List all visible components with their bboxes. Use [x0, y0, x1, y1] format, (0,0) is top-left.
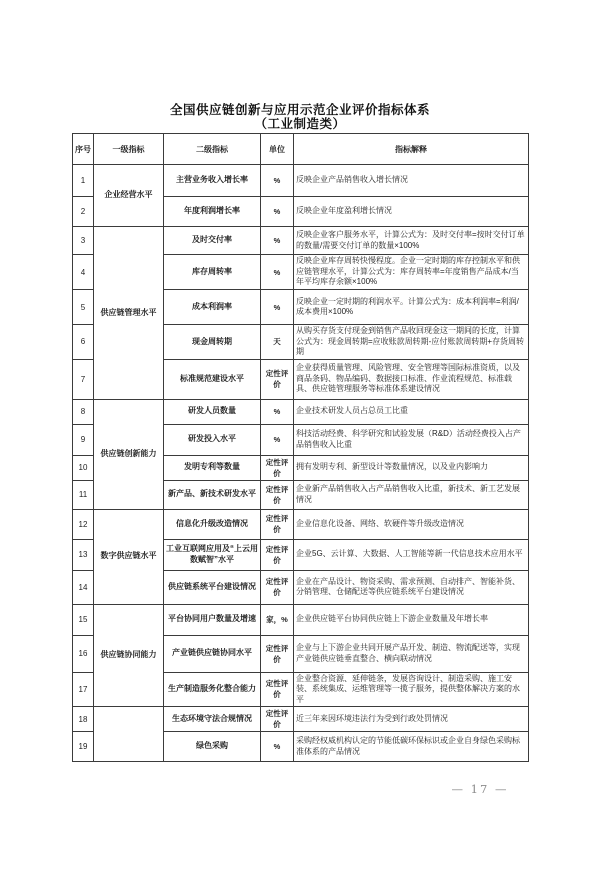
level2-indicator-cell: 标准规范建设水平 — [164, 359, 261, 399]
explanation-cell: 反映企业库存周转快慢程度。企业一定时期的库存控制水平和供应链管理水平，计算公式为：库存周转率=年度销售产品成本/当年平均库存余额×100% — [294, 255, 529, 290]
row-number-cell: 18 — [73, 707, 94, 732]
explanation-cell: 企业供应链平台协同供应链上下游企业数量及年增长率 — [294, 604, 529, 635]
row-number-cell: 6 — [73, 325, 94, 360]
explanation-cell: 企业与上下游企业共同开展产品开发、制造、物流配送等，实现产业链供应链垂直整合、横向联动情况 — [294, 635, 529, 672]
explanation-cell: 企业在产品设计、物资采购、需求预测、自动排产、智能补货、分销管理、仓储配送等供应链系统平台建设情况 — [294, 570, 529, 604]
table-row — [73, 509, 529, 539]
level1-indicator-cell: 数字供应链水平 — [94, 509, 164, 604]
unit-cell: 定性评价 — [261, 455, 294, 480]
level2-indicator-cell: 研发人员数量 — [164, 399, 261, 424]
level2-indicator-cell: 工业互联网应用及“上云用数赋智”水平 — [164, 539, 261, 570]
explanation-cell: 反映企业一定时期的利润水平。计算公式为：成本利润率=利润/成本费用×100% — [294, 290, 529, 325]
row-number-cell: 13 — [73, 539, 94, 570]
table-header-row — [73, 134, 529, 165]
row-number-cell: 14 — [73, 570, 94, 604]
level2-indicator-cell: 生产制造服务化整合能力 — [164, 672, 261, 707]
row-number-cell: 17 — [73, 672, 94, 707]
level2-indicator-cell: 生态环境守法合规情况 — [164, 707, 261, 732]
unit-cell: % — [261, 399, 294, 424]
explanation-cell: 采购经权威机构认定的节能低碳环保标识或企业自身绿色采购标准体系的产品情况 — [294, 732, 529, 762]
unit-cell: % — [261, 255, 294, 290]
unit-cell: 天 — [261, 325, 294, 360]
row-number-cell: 3 — [73, 227, 94, 255]
level2-indicator-cell: 研发投入水平 — [164, 424, 261, 455]
explanation-cell: 科技活动经费、科学研究和试验发展（R&D）活动经费投入占产品销售收入比重 — [294, 424, 529, 455]
unit-cell: 定性评价 — [261, 509, 294, 539]
explanation-cell: 企业获得质量管理、风险管理、安全管理等国际标准资质，以及商品条码、物品编码、数据接口标准、作业流程规范、标准载具、供应链管理服务等标准体系建设情况 — [294, 359, 529, 399]
table-row — [73, 399, 529, 424]
table-row — [73, 165, 529, 197]
level2-indicator-cell: 成本利润率 — [164, 290, 261, 325]
explanation-cell: 近三年来因环境违法行为受到行政处罚情况 — [294, 707, 529, 732]
row-number-cell: 5 — [73, 290, 94, 325]
unit-cell: % — [261, 197, 294, 227]
col-header-no: 序号 — [73, 134, 94, 165]
level2-indicator-cell: 发明专利等数量 — [164, 455, 261, 480]
table-row — [73, 227, 529, 255]
table-row — [73, 707, 529, 732]
level2-indicator-cell: 及时交付率 — [164, 227, 261, 255]
level1-indicator-cell — [94, 707, 164, 762]
unit-cell: 定性评价 — [261, 480, 294, 509]
level2-indicator-cell: 库存周转率 — [164, 255, 261, 290]
level2-indicator-cell: 主营业务收入增长率 — [164, 165, 261, 197]
unit-cell: 定性评价 — [261, 570, 294, 604]
unit-cell: 定性评价 — [261, 539, 294, 570]
explanation-cell: 拥有发明专利、新型设计等数量情况，以及业内影响力 — [294, 455, 529, 480]
col-header-explanation: 指标解释 — [294, 134, 529, 165]
unit-cell: % — [261, 732, 294, 762]
explanation-cell: 企业整合资源、延伸链条，发展咨询设计、制造采购、施工安装、系统集成、运维管理等一揽子服务，提供整体解决方案的水平 — [294, 672, 529, 707]
unit-cell: % — [261, 227, 294, 255]
level1-indicator-cell: 供应链创新能力 — [94, 399, 164, 509]
unit-cell: 定性评价 — [261, 635, 294, 672]
row-number-cell: 11 — [73, 480, 94, 509]
unit-cell: % — [261, 165, 294, 197]
level1-indicator-cell: 供应链协同能力 — [94, 604, 164, 707]
explanation-cell: 企业技术研发人员占总员工比重 — [294, 399, 529, 424]
indicator-table — [72, 133, 529, 762]
row-number-cell: 9 — [73, 424, 94, 455]
row-number-cell: 4 — [73, 255, 94, 290]
level1-indicator-cell: 企业经营水平 — [94, 165, 164, 227]
level2-indicator-cell: 产业链供应链协同水平 — [164, 635, 261, 672]
level2-indicator-cell: 新产品、新技术研发水平 — [164, 480, 261, 509]
col-header-unit: 单位 — [261, 134, 294, 165]
unit-cell: % — [261, 290, 294, 325]
row-number-cell: 15 — [73, 604, 94, 635]
explanation-cell: 企业5G、云计算、大数据、人工智能等新一代信息技术应用水平 — [294, 539, 529, 570]
level2-indicator-cell: 现金周转期 — [164, 325, 261, 360]
col-header-level1: 一级指标 — [94, 134, 164, 165]
explanation-cell: 反映企业年度盈利增长情况 — [294, 197, 529, 227]
explanation-cell: 反映企业产品销售收入增长情况 — [294, 165, 529, 197]
explanation-cell: 从购买存货支付现金到销售产品收回现金这一期间的长度，计算公式为：现金周转期=应收账款周转期-应付账款周转期+存货周转期 — [294, 325, 529, 360]
page-title: 全国供应链创新与应用示范企业评价指标体系 — [169, 103, 430, 117]
unit-cell: 定性评价 — [261, 707, 294, 732]
level2-indicator-cell: 信息化升级改造情况 — [164, 509, 261, 539]
row-number-cell: 7 — [73, 359, 94, 399]
table-row — [73, 604, 529, 635]
unit-cell: 定性评价 — [261, 359, 294, 399]
level2-indicator-cell: 供应链系统平台建设情况 — [164, 570, 261, 604]
row-number-cell: 10 — [73, 455, 94, 480]
level2-indicator-cell: 年度利润增长率 — [164, 197, 261, 227]
explanation-cell: 企业信息化设备、网络、软硬件等升级改造情况 — [294, 509, 529, 539]
document-title-block — [0, 103, 600, 131]
explanation-cell: 企业新产品销售收入占产品销售收入比重，新技术、新工艺发展情况 — [294, 480, 529, 509]
row-number-cell: 12 — [73, 509, 94, 539]
unit-cell: 家，% — [261, 604, 294, 635]
level2-indicator-cell: 绿色采购 — [164, 732, 261, 762]
row-number-cell: 2 — [73, 197, 94, 227]
unit-cell: 定性评价 — [261, 672, 294, 707]
level1-indicator-cell: 供应链管理水平 — [94, 227, 164, 400]
level2-indicator-cell: 平台协同用户数量及增速 — [164, 604, 261, 635]
col-header-level2: 二级指标 — [164, 134, 261, 165]
row-number-cell: 8 — [73, 399, 94, 424]
page-number: — 17 — — [451, 782, 509, 796]
row-number-cell: 19 — [73, 732, 94, 762]
explanation-cell: 反映企业客户服务水平，计算公式为：及时交付率=按时交付订单的数量/需要交付订单的数量×100% — [294, 227, 529, 255]
row-number-cell: 1 — [73, 165, 94, 197]
page-subtitle: （工业制造类） — [254, 117, 346, 131]
unit-cell: % — [261, 424, 294, 455]
row-number-cell: 16 — [73, 635, 94, 672]
